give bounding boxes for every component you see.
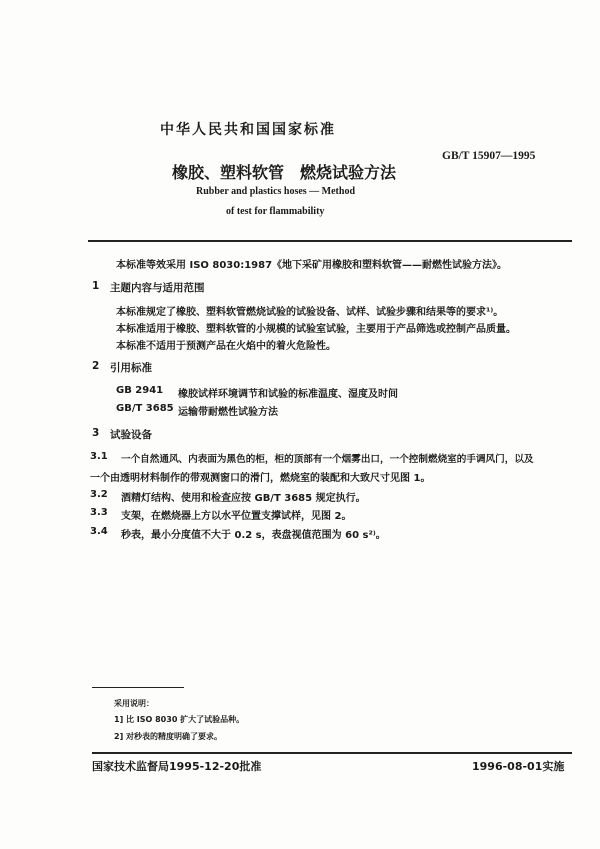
- approval-info: 国家技术监督局1995-12-20批准: [92, 760, 262, 773]
- reference-title: 橡胶试样环境调节和试验的标准温度、湿度及时间: [178, 389, 398, 400]
- clause-number: 3.1: [90, 451, 108, 462]
- footnote: 1] 比 ISO 8030 扩大了试验品种。: [114, 715, 245, 724]
- section-3-number: 3: [92, 427, 100, 439]
- national-standard-label: 中华人民共和国国家标准: [160, 122, 336, 138]
- clause-text-continued: 一个由透明材料制作的带观测窗口的滑门，燃烧室的装配和大致尺寸见图 1。: [90, 473, 431, 484]
- section-1-heading: 主题内容与适用范围: [110, 282, 205, 294]
- footnote: 2] 对秒表的精度明确了要求。: [114, 732, 223, 741]
- clause-text: 酒精灯结构、使用和检查应按 GB/T 3685 规定执行。: [121, 493, 366, 504]
- clause-text: 支架，在燃烧器上方以水平位置支撑试样，见图 2。: [121, 511, 352, 522]
- footer-divider: [92, 752, 572, 754]
- reference-code: GB/T 3685: [116, 403, 174, 414]
- clause-number: 3.2: [90, 489, 108, 500]
- section-2-number: 2: [92, 360, 100, 372]
- document-title-cn: 橡胶、塑料软管 燃烧试验方法: [172, 163, 397, 182]
- intro-paragraph: 本标准等效采用 ISO 8030:1987《地下采矿用橡胶和塑料软管——耐燃性试验方法》。: [116, 260, 508, 271]
- section-1-para: 本标准不适用于预测产品在火焰中的着火危险性。: [116, 341, 336, 352]
- reference-title: 运输带耐燃性试验方法: [178, 407, 278, 418]
- header-divider: [88, 240, 572, 242]
- section-1-para: 本标准适用于橡胶、塑料软管的小规模的试验室试验，主要用于产品筛选或控制产品质量。: [116, 324, 516, 335]
- section-1-number: 1: [92, 280, 100, 292]
- section-1-para: 本标准规定了橡胶、塑料软管燃烧试验的试验设备、试样、试验步骤和结果等的要求¹⁾。: [116, 307, 504, 318]
- reference-code: GB 2941: [116, 385, 164, 396]
- clause-text: 一个自然通风、内表面为黑色的柜，柜的顶部有一个烟雾出口，一个控制燃烧室的手调风门，以及: [121, 454, 534, 465]
- section-2-heading: 引用标准: [110, 362, 152, 374]
- implementation-date: 1996-08-01实施: [472, 760, 565, 773]
- footnote-title: 采用说明：: [114, 699, 154, 708]
- section-3-heading: 试验设备: [110, 429, 152, 441]
- document-title-en-2: of test for flammability: [226, 206, 325, 217]
- clause-number: 3.4: [90, 526, 108, 537]
- footnote-divider: [92, 687, 184, 688]
- document-title-en-1: Rubber and plastics hoses — Method: [196, 186, 356, 197]
- standard-number: GB/T 15907—1995: [442, 150, 536, 162]
- clause-text: 秒表，最小分度值不大于 0.2 s，表盘视值范围为 60 s²⁾。: [121, 530, 386, 541]
- clause-number: 3.3: [90, 507, 108, 518]
